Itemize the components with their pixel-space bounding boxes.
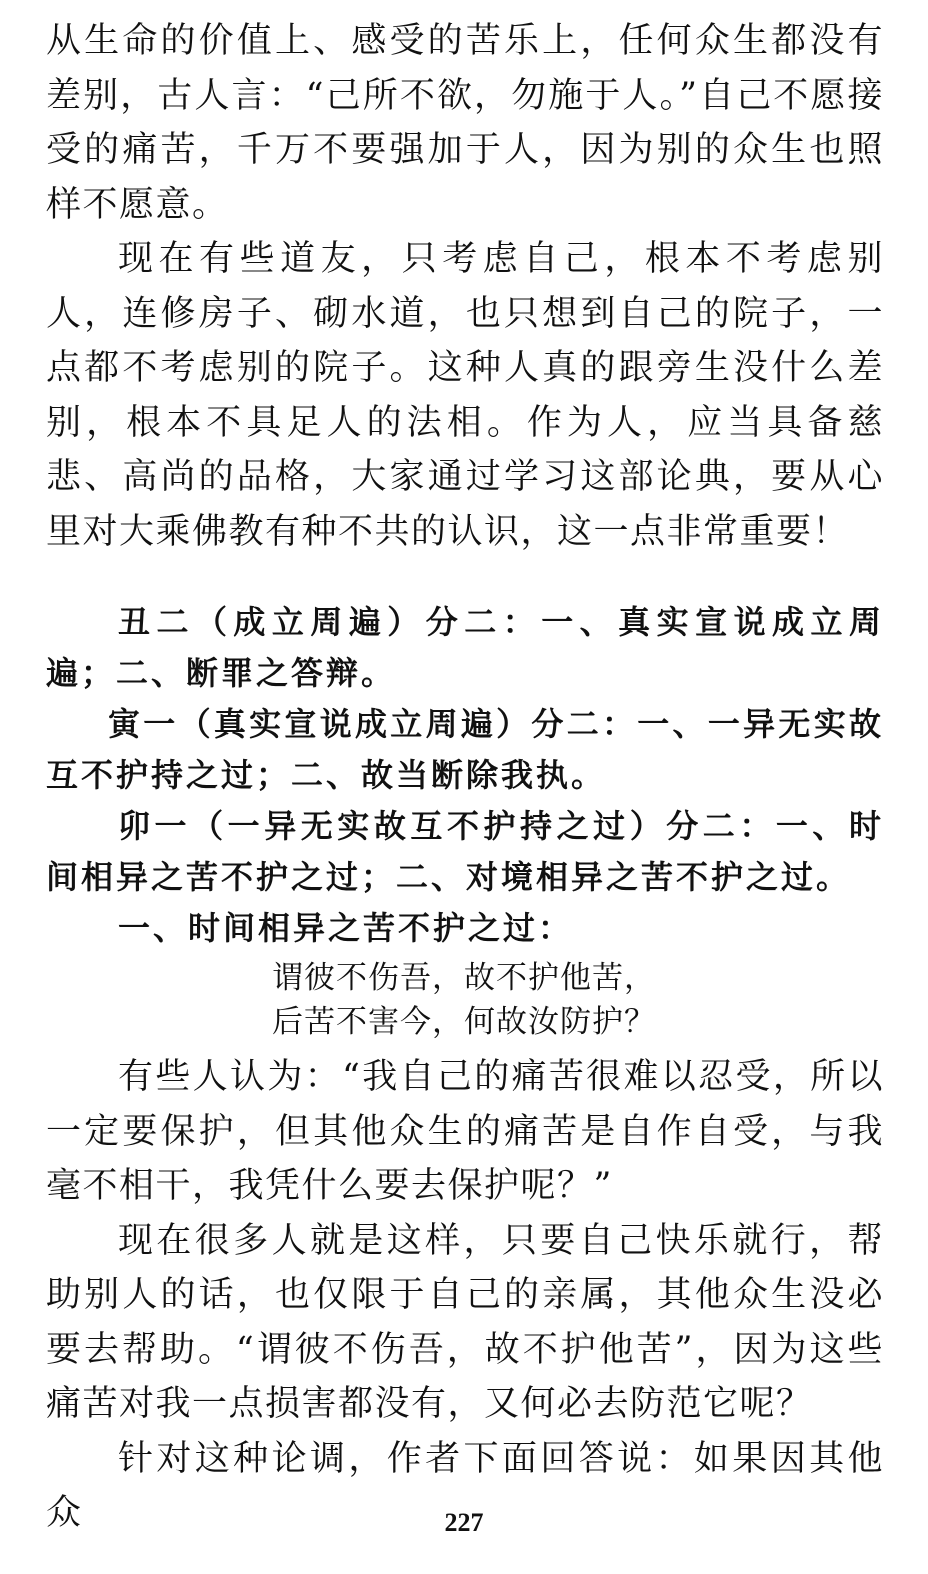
section-heading-chou: 丑二（成立周遍）分二：一、真实宣说成立周遍；二、断罪之答辩。 — [46, 603, 884, 692]
verse-line: 后苦不害今，何故汝防护？ — [272, 1004, 656, 1040]
body-paragraph: 从生命的价值上、感受的苦乐上，任何众生都没有差别，古人言：“己所不欲，勿施于人。”自己不愿接受的痛苦，千万不要强加于人，因为别的众生也照样不愿意。 — [46, 21, 884, 225]
body-paragraph: 现在有些道友，只考虑自己，根本不考虑别人，连修房子、砌水道，也只想到自己的院子，一点都不考虑别的院子。这种人真的跟旁生没什么差别，根本不具足人的法相。作为人，应当具备慈悲、高尚的品格，大家通过学习这部论典，要从心里对大乘佛教有种不共的认识，这一点非常重要！ — [46, 239, 884, 552]
section-heading-yin: 寅一（真实宣说成立周遍）分二：一、一异无实故互不护持之过；二、故当断除我执。 — [46, 705, 884, 794]
page-content — [46, 14, 884, 1541]
page-number: 227 — [444, 1508, 484, 1537]
body-paragraph: 有些人认为：“我自己的痛苦很难以忍受，所以一定要保护，但其他众生的痛苦是自作自受，与我毫不相干，我凭什么要去保护呢？” — [46, 1057, 884, 1206]
verse-line: 谓彼不伤吾，故不护他苦， — [272, 960, 656, 996]
section-heading-sub: 一、时间相异之苦不护之过： — [118, 909, 574, 947]
section-heading-mao: 卯一（一异无实故互不护持之过）分二：一、时间相异之苦不护之过；二、对境相异之苦不护之过。 — [46, 807, 884, 896]
body-paragraph: 现在很多人就是这样，只要自己快乐就行，帮助别人的话，也仅限于自己的亲属，其他众生没必要去帮助。“谓彼不伤吾，故不护他苦”，因为这些痛苦对我一点损害都没有，又何必去防范它呢？ — [46, 1220, 884, 1424]
section-gap — [46, 559, 884, 597]
verse-block — [46, 956, 884, 1044]
body-paragraph: 针对这种论调，作者下面回答说：如果因其他众 — [46, 1438, 884, 1533]
